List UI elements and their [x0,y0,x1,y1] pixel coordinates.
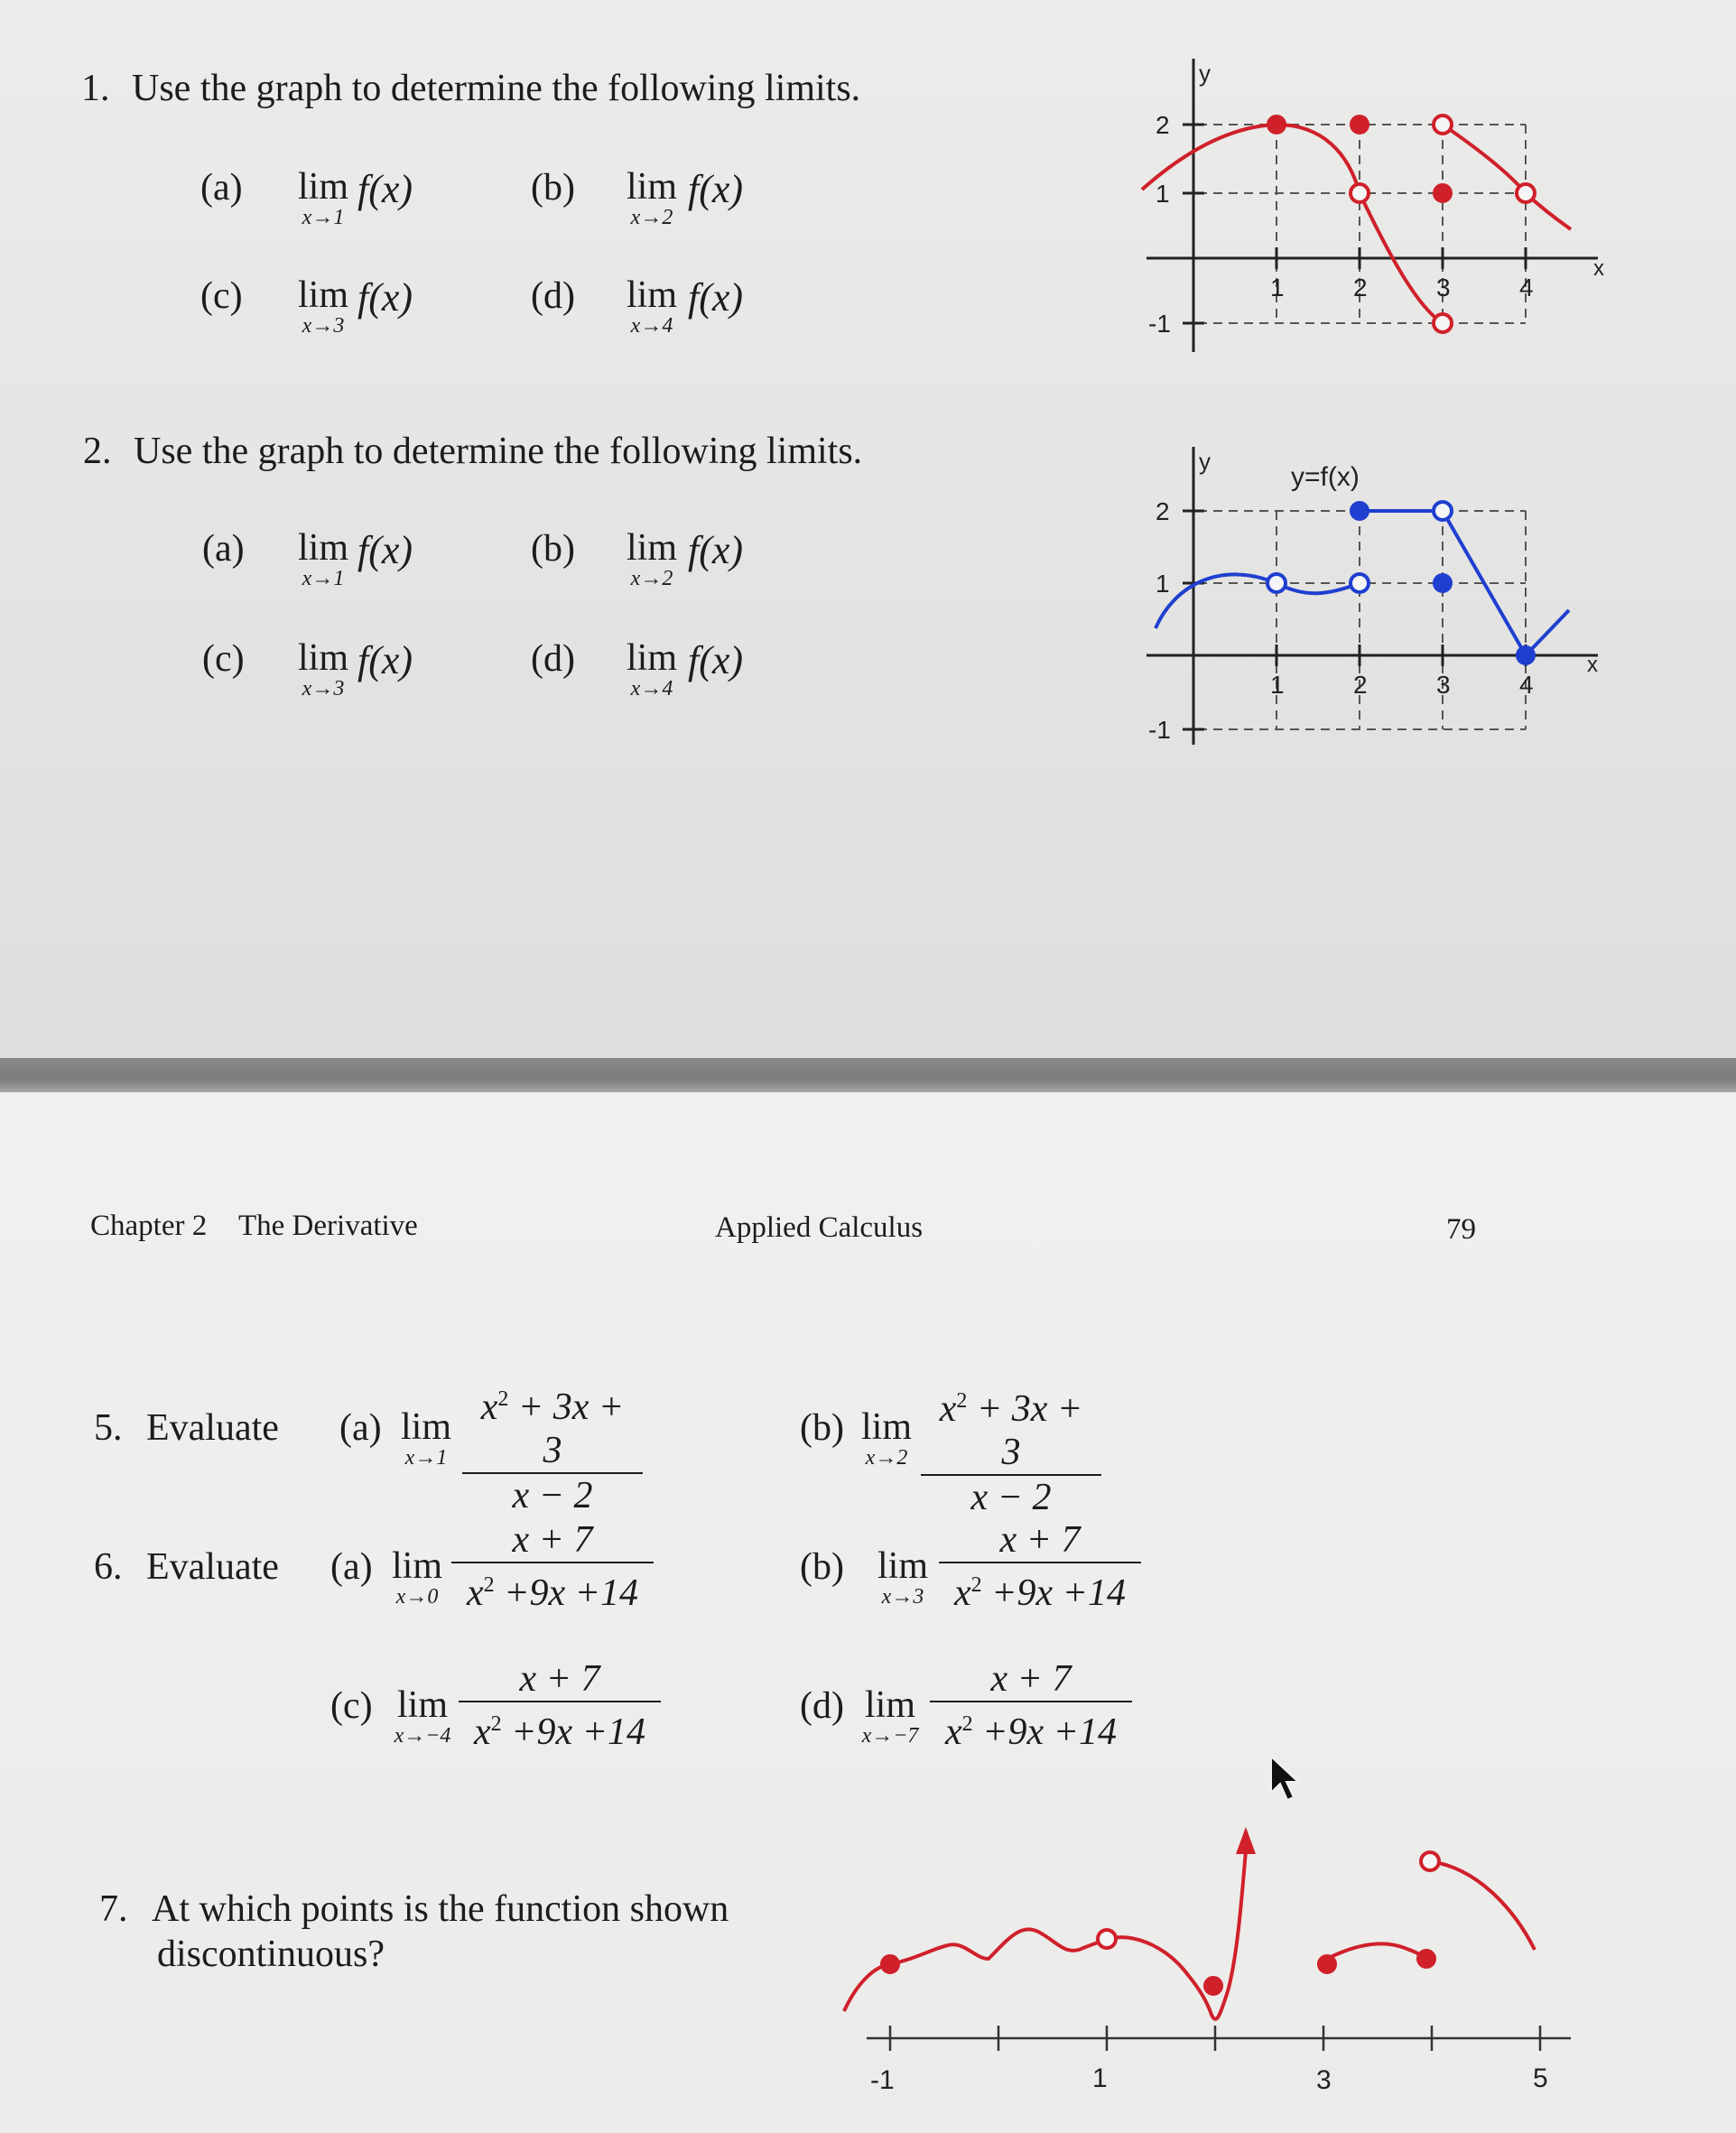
den-exp: 2 [961,1712,973,1736]
q1-part-a-expr: f(x) [357,167,413,211]
q6-number: 6. [94,1546,123,1588]
q2-xtick-2: 2 [1353,671,1368,699]
q6-b-fraction [939,1518,1141,1615]
den-exp: 2 [483,1573,495,1597]
q2-open-dot [1434,502,1452,520]
q1-part-c-lim [294,276,352,338]
q1-ytick-1: 1 [1156,180,1170,208]
q2-part-c-lim [294,639,352,700]
q1-part-a-lim [294,168,352,229]
den-base: x [945,1711,962,1753]
q2-closed-dot [1518,647,1534,663]
q1-part-c-expr: f(x) [357,275,413,320]
q6-prompt [94,1545,279,1589]
q2-y-label: y [1199,448,1211,475]
q1-xtick-1: 1 [1270,274,1285,301]
den-base: x [954,1572,971,1614]
q1-open-dot [1351,184,1369,202]
q7-arrow-up-icon [1236,1827,1256,1854]
q7-open-dot [1421,1852,1439,1870]
q6-a-lim [388,1547,446,1609]
q2-prompt-text: Use the graph to determine the following limits. [134,431,863,472]
q1-closed-dot [1351,116,1368,133]
lim-sub: x→1 [302,206,345,229]
q1-part-a-label: (a) [200,167,243,209]
q1-points [1268,116,1535,332]
q2-graph [1128,442,1634,749]
header-chapter: Chapter 2 [90,1210,208,1242]
q7-number: 7. [99,1888,128,1930]
q2-part-a-lim [294,529,352,590]
lim-sub: x→4 [630,677,673,700]
q6-c-label: (c) [330,1685,373,1727]
q7-closed-dot [1418,1951,1434,1967]
lim-sub: x→3 [302,314,345,338]
q2-ytick-neg1: -1 [1148,716,1171,744]
q1-closed-dot [1268,116,1285,133]
den-base: x [474,1711,491,1753]
num-base: x [939,1388,957,1430]
q6-prompt-text: Evaluate [146,1546,279,1588]
lim-sub: x→4 [630,314,673,338]
q2-part-b-label: (b) [531,528,575,570]
q7-line1: At which points is the function shown [152,1888,729,1930]
q5-prompt-text: Evaluate [146,1407,279,1449]
lim-sub: x→3 [881,1585,924,1609]
lim-sub: x→2 [630,206,673,229]
den-rest: +9x +14 [972,1711,1117,1753]
q5-b-label: (b) [800,1407,844,1449]
lim-word: lim [400,1406,451,1448]
lim-word: lim [391,1545,442,1587]
header-book: Applied Calculus [715,1211,924,1244]
q2-xtick-3: 3 [1436,671,1451,699]
lim-word: lim [626,527,677,569]
q6-a-denominator [451,1563,654,1615]
q6-b-denominator [939,1563,1141,1615]
q1-closed-dot [1434,185,1451,201]
mouse-pointer-icon [1267,1755,1304,1805]
q7-xtick-neg1: -1 [870,2065,895,2095]
q1-part-d-label: (d) [531,275,575,317]
lim-word: lim [297,527,348,569]
q5-b-numerator [921,1379,1101,1476]
q1-graph [1128,54,1634,361]
lim-word: lim [864,1684,915,1726]
lim-word: lim [297,274,348,316]
q2-ytick-2: 2 [1156,497,1170,525]
q1-ytick-2: 2 [1156,111,1170,139]
q1-x-label: x [1593,256,1604,281]
q5-a-numerator [462,1377,643,1474]
q6-a-fraction [451,1518,654,1615]
q6-d-denominator [930,1702,1132,1754]
q2-part-d-lim [623,639,681,700]
num-exp: 2 [956,1389,968,1413]
q5-a-label: (a) [339,1407,382,1449]
q7-curve [844,1850,1535,2019]
q6-c-lim [390,1686,455,1748]
lim-word: lim [626,637,677,679]
lim-word: lim [626,166,677,208]
q2-part-c-label: (c) [202,638,245,680]
q1-number: 1. [81,68,110,109]
q7-closed-dot [1205,1978,1221,1994]
q6-d-lim [858,1686,923,1748]
q7-closed-dot [882,1956,898,1972]
lim-sub: x→2 [630,567,673,590]
num-rest: + 3x + 3 [967,1388,1083,1473]
q7-open-dot [1098,1930,1116,1948]
q2-closed-dot [1434,575,1451,591]
q1-part-d-expr: f(x) [688,275,744,320]
lim-sub: x→1 [302,567,345,590]
q6-d-fraction [930,1657,1132,1754]
q1-part-b-label: (b) [531,167,575,209]
q1-part-b-expr: f(x) [688,167,744,211]
page-divider [0,1058,1736,1092]
lim-word: lim [626,274,677,316]
q7-line2: discontinuous? [157,1934,385,1975]
q1-open-dot [1517,184,1535,202]
lim-sub: x→1 [404,1446,448,1470]
q2-part-d-expr: f(x) [688,638,744,682]
num-base: x [480,1386,498,1428]
q6-b-lim [874,1547,932,1609]
lim-sub: x→2 [865,1446,908,1470]
q1-part-d-lim [623,276,681,338]
q1-part-b-lim [623,168,681,229]
q2-open-dot [1351,574,1369,592]
q5-b-denominator: x − 2 [970,1477,1052,1518]
q2-xtick-4: 4 [1519,671,1534,699]
q2-prompt [83,430,862,473]
den-rest: +9x +14 [501,1711,645,1753]
q1-prompt-text: Use the graph to determine the following limits. [132,68,861,109]
num-exp: 2 [497,1387,509,1411]
q1-open-dot [1434,314,1452,332]
q6-c-numerator: x + 7 [459,1657,661,1702]
lim-sub: x→0 [395,1585,439,1609]
q2-ytick-1: 1 [1156,570,1170,598]
q2-graph-title: y=f(x) [1291,462,1360,492]
q7-xtick-5: 5 [1533,2063,1548,2093]
q2-part-a-label: (a) [202,528,245,570]
q2-number: 2. [83,431,112,472]
q2-x-label: x [1587,653,1598,677]
den-exp: 2 [970,1573,982,1597]
q2-open-dot [1267,574,1286,592]
q1-ytick-neg1: -1 [1148,310,1171,338]
den-rest: +9x +14 [981,1572,1126,1614]
q2-part-d-label: (d) [531,638,575,680]
q5-prompt [94,1406,279,1450]
q6-a-numerator: x + 7 [451,1518,654,1563]
q7-graph [831,1814,1589,2112]
q6-b-label: (b) [800,1546,844,1588]
lim-word: lim [877,1545,928,1587]
q1-open-dot [1434,116,1452,134]
lim-word: lim [297,166,348,208]
q7-points [882,1852,1439,1994]
num-rest: + 3x + 3 [508,1386,625,1471]
lim-sub: x→−7 [861,1724,919,1748]
q6-c-fraction [459,1657,661,1754]
q5-b-fraction [921,1379,1101,1519]
lim-word: lim [860,1406,912,1448]
q6-d-numerator: x + 7 [930,1657,1132,1702]
q7-closed-dot [1319,1956,1335,1972]
q5-a-denominator: x − 2 [512,1475,593,1516]
q6-d-label: (d) [800,1685,844,1727]
lim-sub: x→3 [302,677,345,700]
q5-a-fraction [462,1377,643,1517]
den-base: x [467,1572,484,1614]
q7-xtick-1: 1 [1092,2063,1108,2093]
header-page-number: 79 [1446,1213,1476,1246]
header-chapter-title: The Derivative [238,1210,418,1242]
den-exp: 2 [490,1712,502,1736]
q5-number: 5. [94,1407,123,1449]
q2-part-a-expr: f(x) [357,528,413,572]
q6-a-label: (a) [330,1546,373,1588]
q1-part-c-label: (c) [200,275,243,317]
q2-part-b-expr: f(x) [688,528,744,572]
lim-word: lim [396,1684,448,1726]
q2-closed-dot [1351,503,1368,519]
q5-b-lim [858,1408,915,1470]
q6-b-numerator: x + 7 [939,1518,1141,1563]
q5-a-lim [397,1408,455,1470]
q2-part-c-expr: f(x) [357,638,413,682]
q2-xtick-1: 1 [1270,671,1285,699]
q6-c-denominator [459,1702,661,1754]
lim-word: lim [297,637,348,679]
q2-part-b-lim [623,529,681,590]
q1-xtick-2: 2 [1353,274,1368,301]
q7-xtick-3: 3 [1316,2065,1332,2095]
q1-prompt [81,67,860,110]
q7-prompt [99,1887,729,1977]
q1-xtick-4: 4 [1519,274,1534,301]
q1-xtick-3: 3 [1436,274,1451,301]
lim-sub: x→−4 [394,1724,451,1748]
den-rest: +9x +14 [494,1572,638,1614]
q1-y-label: y [1199,60,1211,87]
